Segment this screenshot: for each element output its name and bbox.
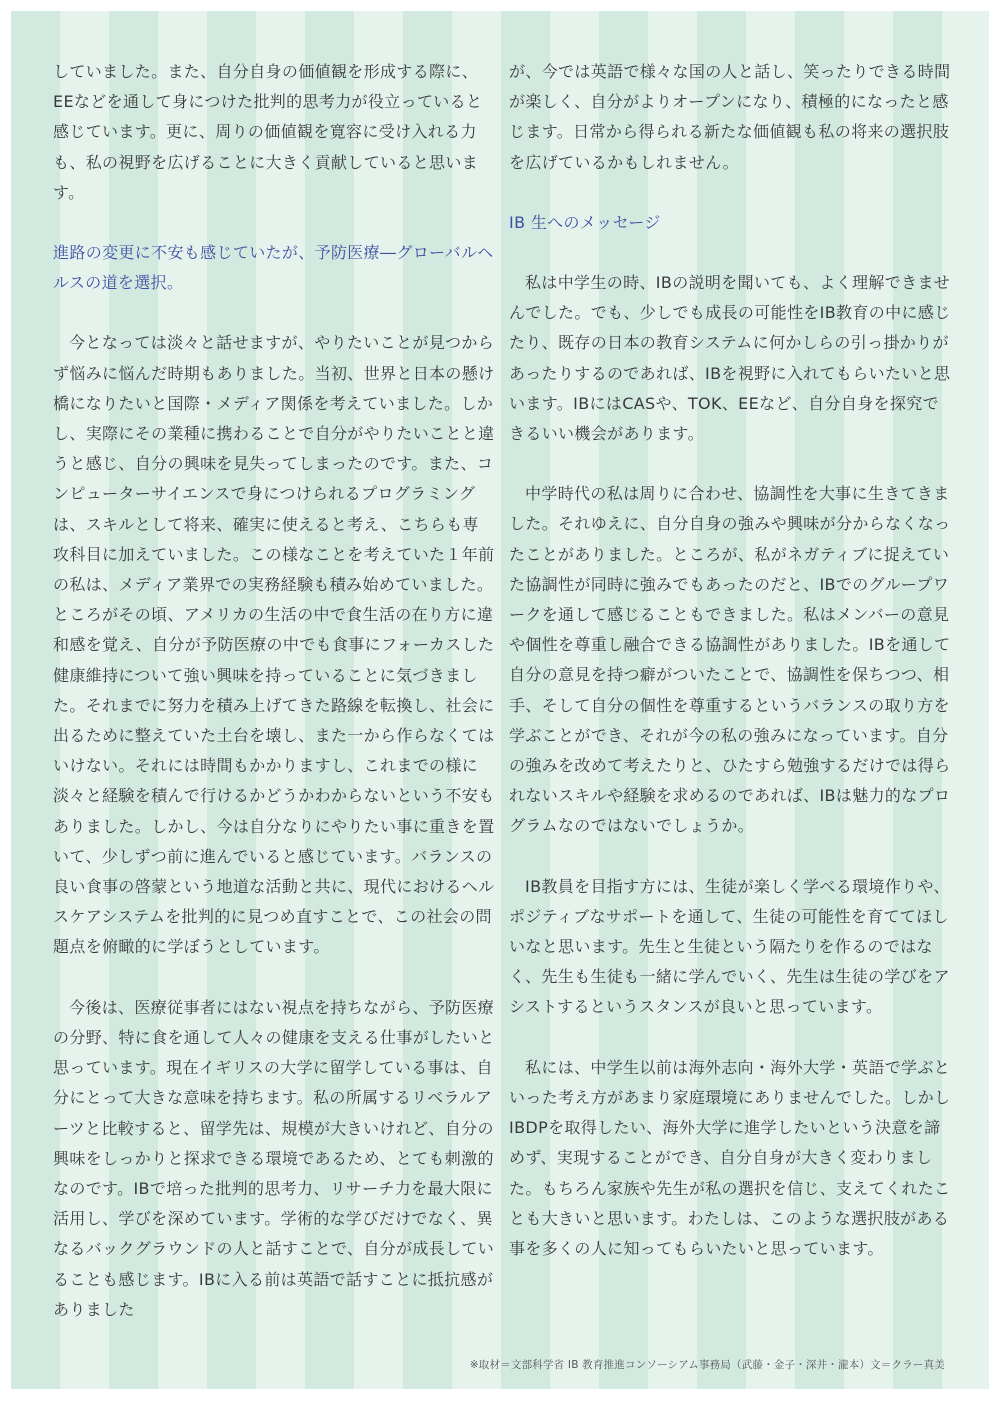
section-heading-message: IB 生へのメッセージ [509,212,661,232]
career-paragraph-2: 今後は、医療従事者にはない視点を持ちながら、予防医療の分野、特に食を通して人々の健康を支える仕事がしたいと思っています。現在イギリスの大学に留学している事は、自分にとって大きな意味を持ちます。私の所属するリベラルアーツと比較すると、留学先は、規模が大きいけれど、自分の興味をしっかりと探求できる環境であるため、とても刺激的なのです。IBで培った批判的思考力、リサーチ力を最大限に活用し、学びを深めています。学術的な学びだけでなく、異なるバックグラウンドの人と話すことで、自分が成長していることも感じます。IBに入る前は英語で話すことに抵抗感がありました [53,997,495,1319]
left-column [53,57,495,1325]
message-paragraph-3: IB教員を目指す方には、生徒が楽しく学べる環境作りや、ポジティブなサポートを通して、生徒の可能性を育ててほしいなと思います。先生と生徒という隔たりを作るのではなく、先生も生徒も一緒に学んでいく、先生は生徒の学びをアシストするというスタンスが良いと思っています。 [509,876,950,1017]
message-paragraph-4: 私には、中学生以前は海外志向・海外大学・英語で学ぶといった考え方があまり家庭環境にありませんでした。しかしIBDPを取得したい、海外大学に進学したいという決意を諦めず、実現することができ、自分自身が大きく変わりました。もちろん家族や先生が私の選択を信じ、支えてくれたことも大きいと思います。わたしは、このような選択肢がある事を多くの人に知ってもらいたいと思っています。 [509,1057,951,1258]
message-paragraph-1: 私は中学生の時、IBの説明を聞いても、よく理解できませんでした。でも、少しでも成長の可能性をIB教育の中に感じたり、既存の日本の教育システムに何かしらの引っ掛かりがあったりするのであれば、IBを視野に入れてもらいたいと思います。IBにはCASや、TOK、EEなど、自分自身を探究できるいい機会があります。 [509,273,951,444]
right-column [509,57,951,1264]
section-heading-career: 進路の変更に不安も感じていたが、予防医療―グローバルヘルスの道を選択。 [53,243,494,293]
article-page [11,11,989,1389]
message-paragraph-2: 中学時代の私は周りに合わせ、協調性を大事に生きてきました。それゆえに、自分自身の強みや興味が分からなくなったことがありました。ところが、私がネガティブに捉えていた協調性が同時に強みでもあったのだと、IBでのグループワークを通して感じることもできました。私はメンバーの意見や個性を尊重し融合できる協調性がありました。IBを通して自分の意見を持つ癖がついたことで、協調性を保ちつつ、相手、そして自分の個性を尊重するというバランスの取り方を学ぶことができ、それが今の私の強みになっています。自分の強みを改めて考えたりと、ひたすら勉強するだけでは得られないスキルや経験を求めるのであれば、IBは魅力的なプログラムなのではないでしょうか。 [509,484,951,836]
credit-line: ※取材＝文部科学省 IB 教育推進コンソーシアム事務局（武藤・金子・深井・瀧本）文＝クラー真美 [469,1359,945,1371]
intro-paragraph: していました。また、自分自身の価値観を形成する際に、EEなどを通して身につけた批判的思考力が役立っていると感じています。更に、周りの価値観を寛容に受け入れる力も、私の視野を広げることに大きく貢献していると思います。 [53,62,483,202]
career-paragraph-1: 今となっては淡々と話せますが、やりたいことが見つからず悩みに悩んだ時期もありました。当初、世界と日本の懸け橋になりたいと国際・メディア関係を考えていました。しかし、実際にその業種に携わることで自分がやりたいことと違うと感じ、自分の興味を見失ってしまったのです。また、コンピューターサイエンスで身につけられるプログラミングは、スキルとして将来、確実に使えると考え、こちらも専攻科目に加えていました。この様なことを考えていた１年前の私は、メディア業界での実務経験も積み始めていました。ところがその頃、アメリカの生活の中で食生活の在り方に違和感を覚え、自分が予防医療の中でも食事にフォーカスした健康維持について強い興味を持っていることに気づきました。それまでに努力を積み上げてきた路線を転換し、社会に出るために整えていた土台を壊し、また一から作らなくてはいけない。それには時間もかかりますし、これまでの様に淡々と経験を積んで行けるかどうかわからないという不安もありました。しかし、今は自分なりにやりたい事に重きを置いて、少しずつ前に進んでいると感じています。バランスの良い食事の啓蒙という地道な活動と共に、現代におけるヘルスケアシステムを批判的に見つめ直すことで、この社会の問題点を俯瞰的に学ぼうとしています。 [53,333,495,957]
continued-paragraph: が、今では英語で様々な国の人と話し、笑ったりできる時間が楽しく、自分がよりオープンになり、積極的になったと感じます。日常から得られる新たな価値観も私の将来の選択肢を広げているかもしれません。 [509,62,951,172]
